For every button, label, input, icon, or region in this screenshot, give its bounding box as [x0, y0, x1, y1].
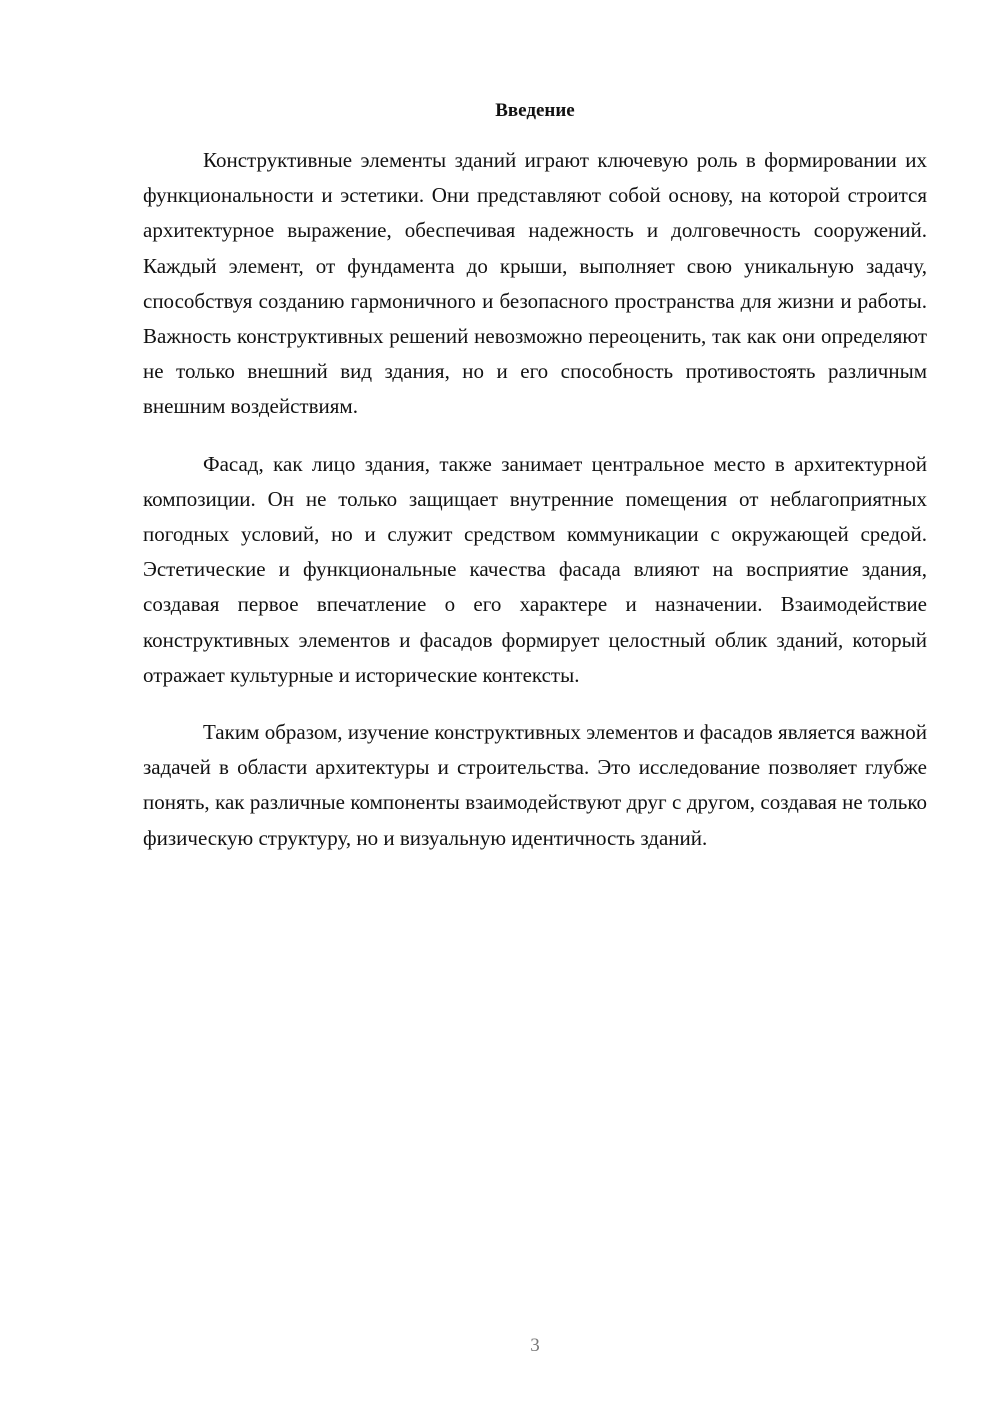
paragraph-1: Конструктивные элементы зданий играют ключевую роль в формировании их функциональности и эстетики. Они представляют собой основу, на которой строится архитектурное выражение, обеспечивая надежность и долговечность сооружений. Каждый элемент, от фундамента до крыши, выполняет свою уникальную задачу, способствуя созданию гармоничного и безопасного пространства для жизни и работы. Важность конструктивных решений невозможно переоценить, так как они определяют не только внешний вид здания, но и его способность противостоять различным внешним воздействиям.: [143, 148, 927, 419]
section-title: Введение: [495, 100, 575, 121]
paragraph-2: Фасад, как лицо здания, также занимает центральное место в архитектурной композиции. Он не только защищает внутренние помещения от неблагоприятных погодных условий, но и служит средством коммуникации с окружающей средой. Эстетические и функциональные качества фасада влияют на восприятие здания, создавая первое впечатление о его характере и назначении. Взаимодействие конструктивных элементов и фасадов формирует целостный облик зданий, который отражает культурные и исторические контексты.: [143, 451, 927, 687]
page-number: 3: [530, 1335, 540, 1356]
document-body: [143, 143, 927, 878]
paragraph-3: Таким образом, изучение конструктивных элементов и фасадов является важной задачей в области архитектуры и строительства. Это исследование позволяет глубже понять, как различные компоненты взаимодействуют друг с другом, создавая не только физическую структуру, но и визуальную идентичность зданий.: [143, 720, 927, 850]
